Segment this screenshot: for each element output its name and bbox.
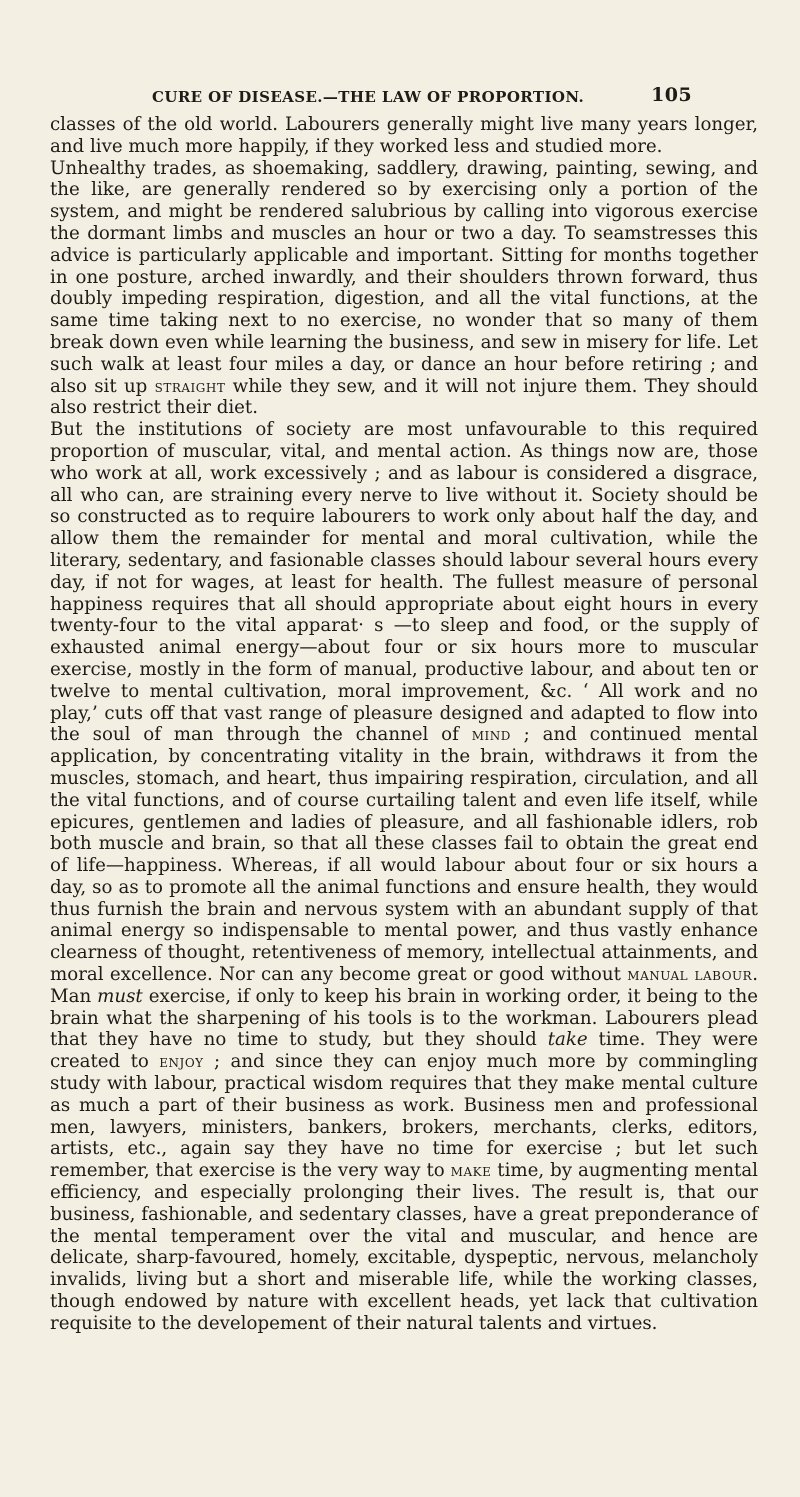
small-caps-text: manual labour [627,964,753,985]
italic-text: must [97,985,143,1007]
italic-text: take [547,1029,588,1051]
text-run: time, by augmenting mental efficiency, and especially prolonging their lives. The result is, that our business, fashionable, and sedentary classes, have a great preponderance of the mental temperament over the vital and muscular, and hence are delicate, sharp-favoured, homely, excitable, dyspeptic, nervous, melancholy invalids, living but a short and miserable life, while the working classes, though endowed by nature with excellent heads, yet lack that cultivation requisite to the developement of their natural talents and virtues. [50,1160,759,1334]
text-run: exercise, if only to keep his brain in working order, it being to the brain what the sharpening of his tools is to the workman. Labourers plead that they have no time to study, but they should [50,985,758,1051]
paragraph [50,114,758,158]
text-run: . Man [50,964,758,1007]
small-caps-text: mind [471,724,511,745]
body-text [50,114,758,1335]
paragraph [50,419,758,1334]
running-title: CURE OF DISEASE.—THE LAW OF PROPORTION. [152,88,585,106]
text-run: time. They were created to [50,1029,758,1073]
small-caps-text: make [450,1160,492,1181]
text-run: while they sew, and it will not injure them. They should also restrict their diet. [50,375,758,419]
text-run: But the institutions of society are most unfavourable to this required proportion of muscular, vital, and mental action. As things now are, those who work at all, work excessively ; and as labour is considered a disgrace, all who can, are straining every nerve to live without it. Society should be so constructed as to require labourers to work only about half the day, and allow them the remainder for mental and moral cultivation, while the literary, sedentary, and fasionable classes should labour several hours every day, if not for wages, at least for health. The fullest measure of personal happiness requires that all should appropriate about eight hours in every twenty-four to the vital apparat· s —to sleep and food, or the supply of exhausted animal energy—about four or six hours more to muscular exercise, mostly in the form of manual, productive labour, and about ten or twelve to mental cultivation, moral improvement, &c. ‘ All work and no play,’ cuts off that vast range of pleasure designed and adapted to flow into the soul of man through the channel of [50,419,758,746]
small-caps-text: enjoy [159,1051,204,1072]
text-run: ; and continued mental application, by concentrating vitality in the brain, withdraws it from the muscles, stomach, and heart, thus impairing respiration, circulation, and all the vital functions, and of course curtailing talent and even life itself, while epicures, gentlemen and ladies of pleasure, and all fashionable idlers, rob both muscle and brain, so that all these classes fail to obtain the great end of life—happiness. Whereas, if all would labour about four or six hours a day, so as to promote all the animal functions and ensure health, they would thus furnish the brain and nervous system with an abundant supply of that animal energy so indispensable to mental power, and thus vastly enhance clearness of thought, retentiveness of memory, intellectual attainments, and moral excellence. Nor can any become great or good without [50,724,758,986]
small-caps-text: straight [154,375,226,396]
running-head [152,84,692,106]
text-run: classes of the old world. Labourers generally might live many years longer, and live much more happily, if they worked less and studied more. [50,114,758,157]
text-run: ; and since they can enjoy much more by commingling study with labour, practical wisdom requires that they make mental culture as much a part of their business as work. Business men and professional men, lawyers, ministers, bankers, brokers, merchants, clerks, editors, artists, etc., again say they have no time for exercise ; but let such remember, that exercise is the very way to [50,1051,758,1182]
page-number: 105 [651,84,692,106]
text-run: Unhealthy trades, as shoemaking, saddlery, drawing, painting, sewing, and the like, are generally rendered so by exercising only a portion of the system, and might be rendered salubrious by calling into vigorous exercise the dormant limbs and muscles an hour or two a day. To seamstresses this advice is particularly applicable and important. Sitting for months together in one posture, arched inwardly, and their shoulders thrown forward, thus doubly impeding respiration, digestion, and all the vital functions, at the same time taking next to no exercise, no wonder that so many of them break down even while learning the business, and sew in misery for life. Let such walk at least four miles a day, or dance an hour before retiring ; and also sit up [50,157,758,397]
paragraph [50,158,758,420]
